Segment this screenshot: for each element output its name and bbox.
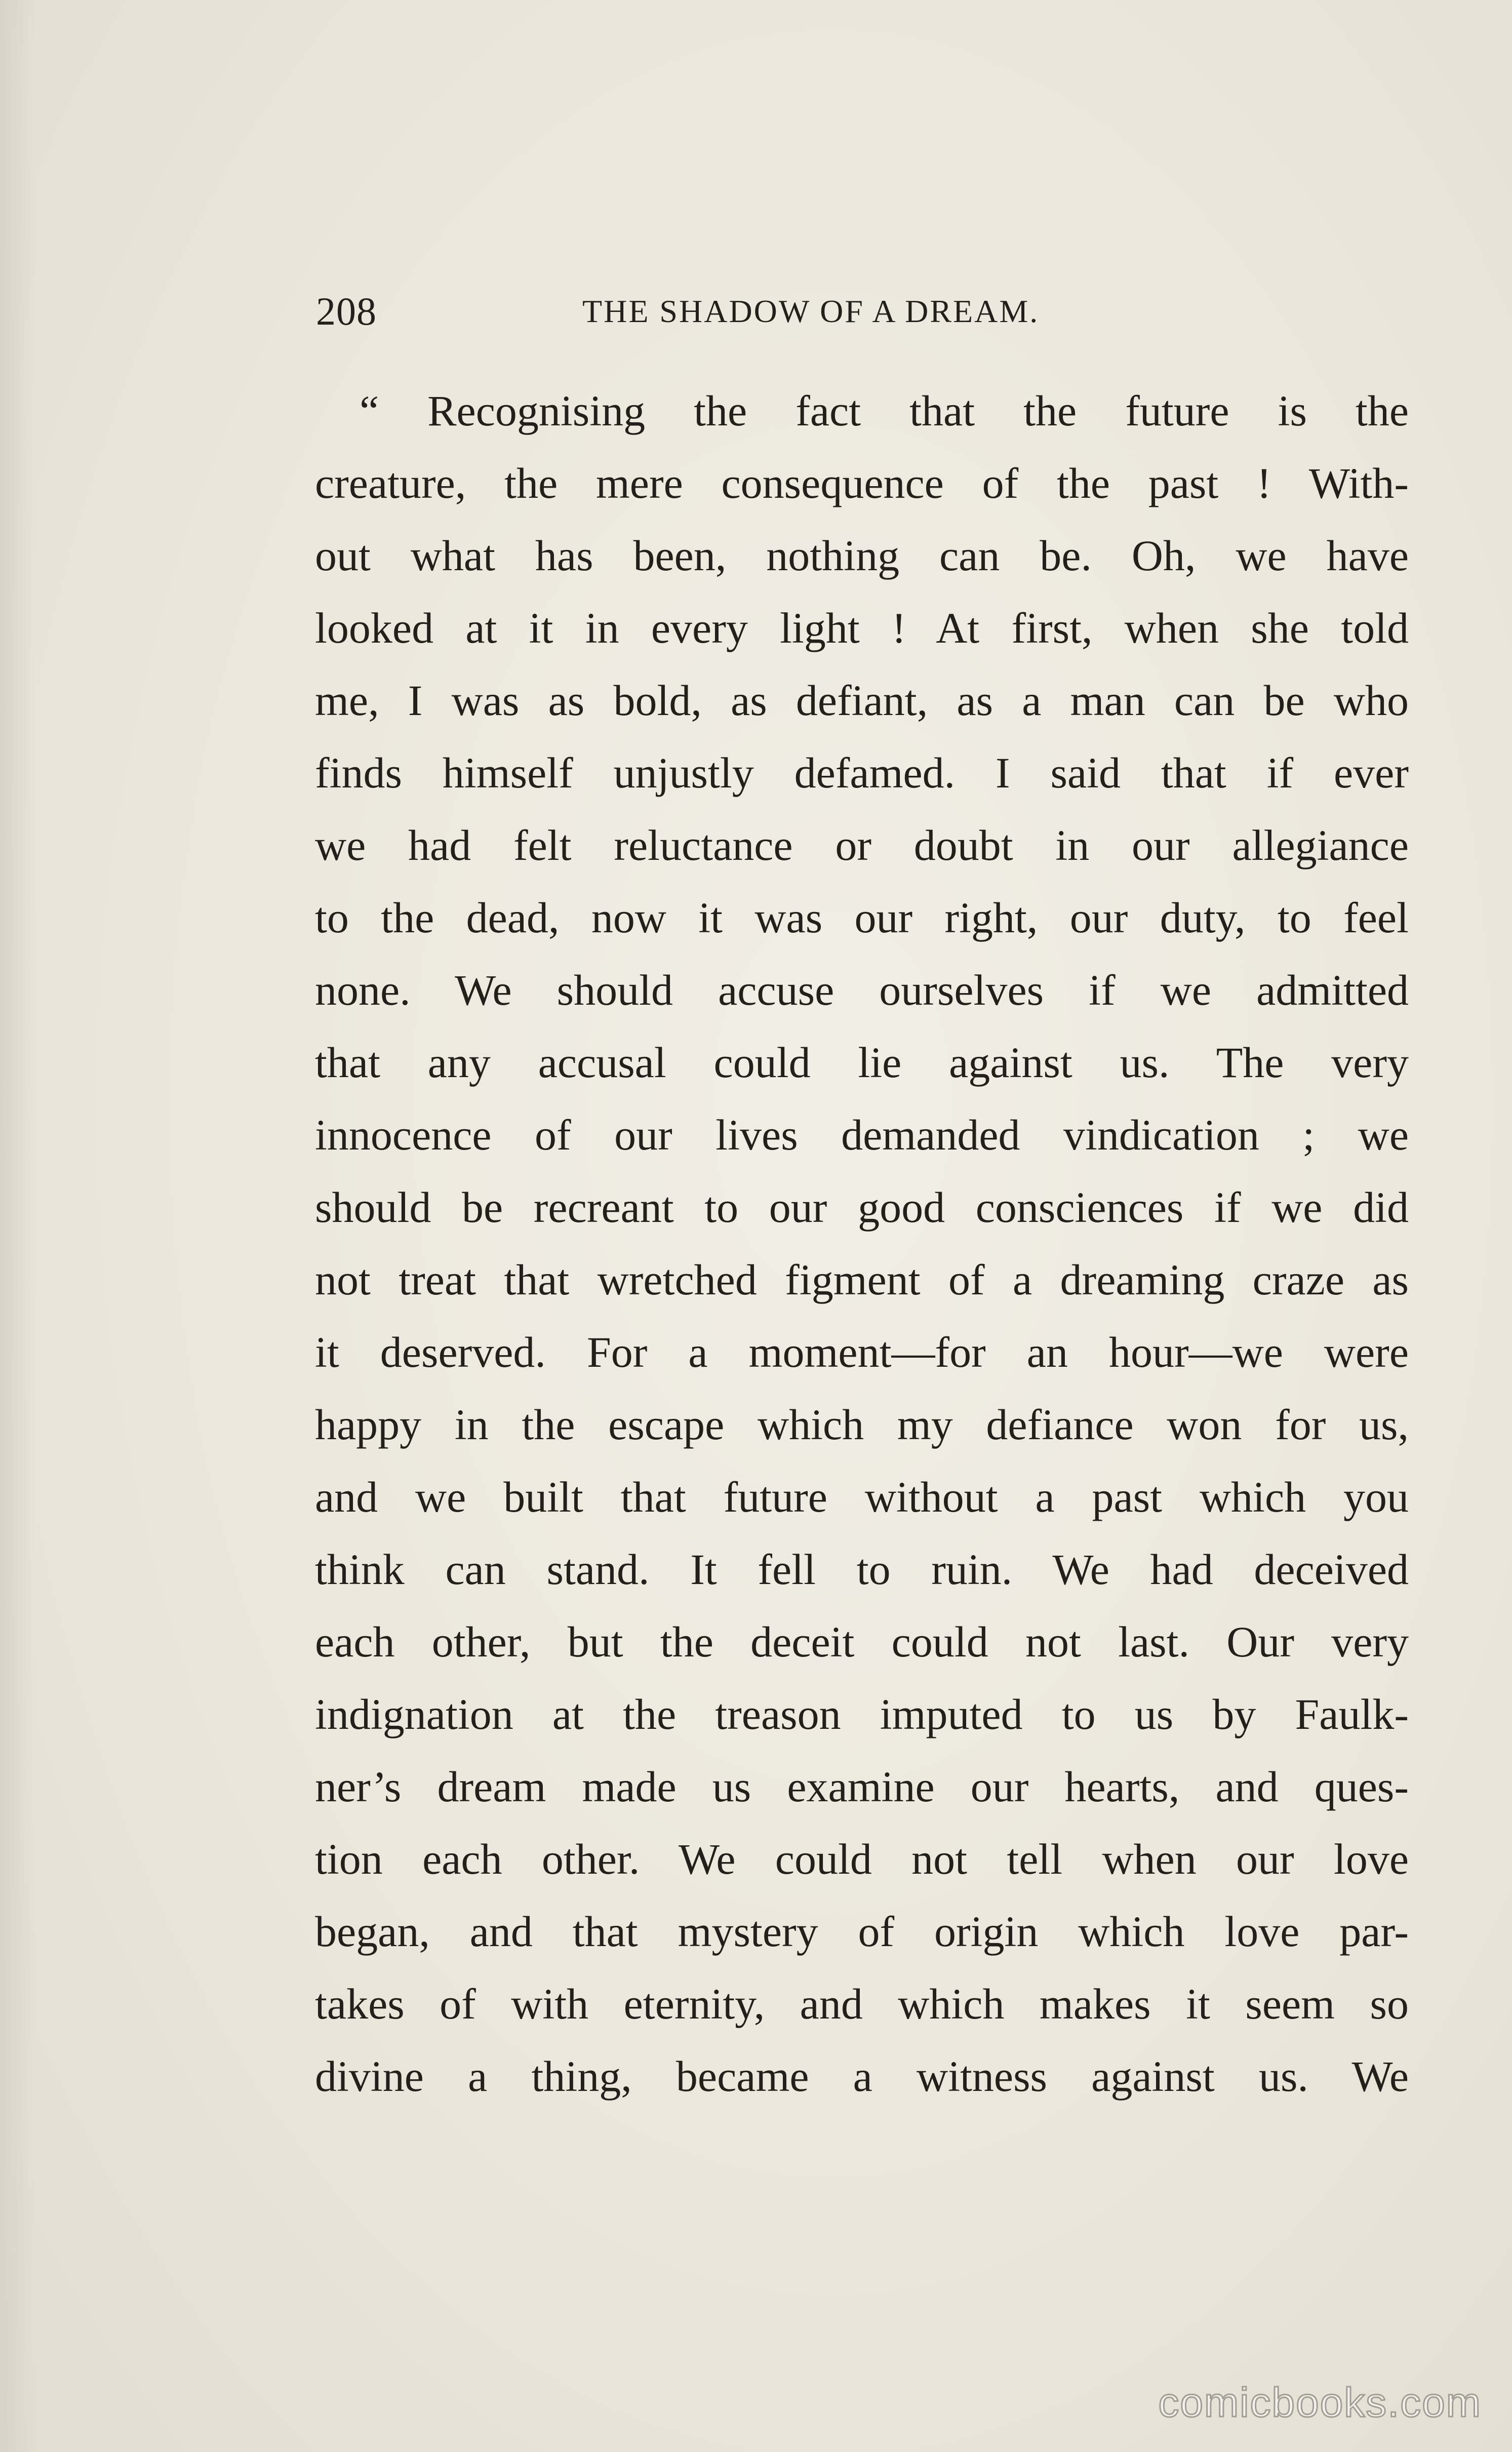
text-line: tion each other. We could not tell when our love — [315, 1835, 1409, 1883]
text-line: finds himself unjustly defamed. I said that if ever — [315, 748, 1409, 797]
text-line: looked at it in every light ! At first, when she told — [315, 604, 1409, 652]
text-line: began, and that mystery of origin which love par- — [315, 1907, 1409, 1956]
text-line: we had felt reluctance or doubt in our allegiance — [315, 821, 1409, 869]
text-line: innocence of our lives demanded vindication ; we — [315, 1111, 1409, 1159]
page-edge-shadow — [0, 0, 35, 2452]
page-number: 208 — [316, 289, 377, 333]
text-line: think can stand. It fell to ruin. We had deceived — [315, 1545, 1409, 1594]
text-line: and we built that future without a past which you — [315, 1473, 1409, 1521]
text-line: should be recreant to our good consciences if we did — [315, 1183, 1409, 1232]
watermark: comicbooks.com — [1158, 2380, 1482, 2426]
text-line: me, I was as bold, as defiant, as a man can be who — [315, 676, 1409, 725]
text-line: ner’s dream made us examine our hearts, and ques- — [315, 1762, 1409, 1811]
text-line: none. We should accuse ourselves if we admitted — [315, 966, 1409, 1014]
text-line: “ Recognising the fact that the future is the — [360, 386, 1409, 435]
text-line: creature, the mere consequence of the past ! With- — [315, 459, 1409, 507]
text-line: each other, but the deceit could not last. Our very — [315, 1617, 1409, 1666]
text-line: not treat that wretched figment of a dreaming craze as — [315, 1255, 1409, 1304]
page-header — [316, 284, 1410, 339]
text-line: it deserved. For a moment—for an hour—we were — [315, 1328, 1409, 1376]
text-line: takes of with eternity, and which makes it seem so — [315, 1980, 1409, 2028]
text-line: happy in the escape which my defiance won for us, — [315, 1400, 1409, 1449]
text-line: indignation at the treason imputed to us by Faulk- — [315, 1690, 1409, 1738]
running-title: THE SHADOW OF A DREAM. — [582, 293, 1040, 329]
text-line: to the dead, now it was our right, our duty, to feel — [315, 893, 1409, 942]
text-line: divine a thing, became a witness against us. We — [315, 2052, 1409, 2101]
body-text — [315, 375, 1409, 2113]
text-line: that any accusal could lie against us. The very — [315, 1038, 1409, 1087]
text-line: out what has been, nothing can be. Oh, we have — [315, 531, 1409, 580]
